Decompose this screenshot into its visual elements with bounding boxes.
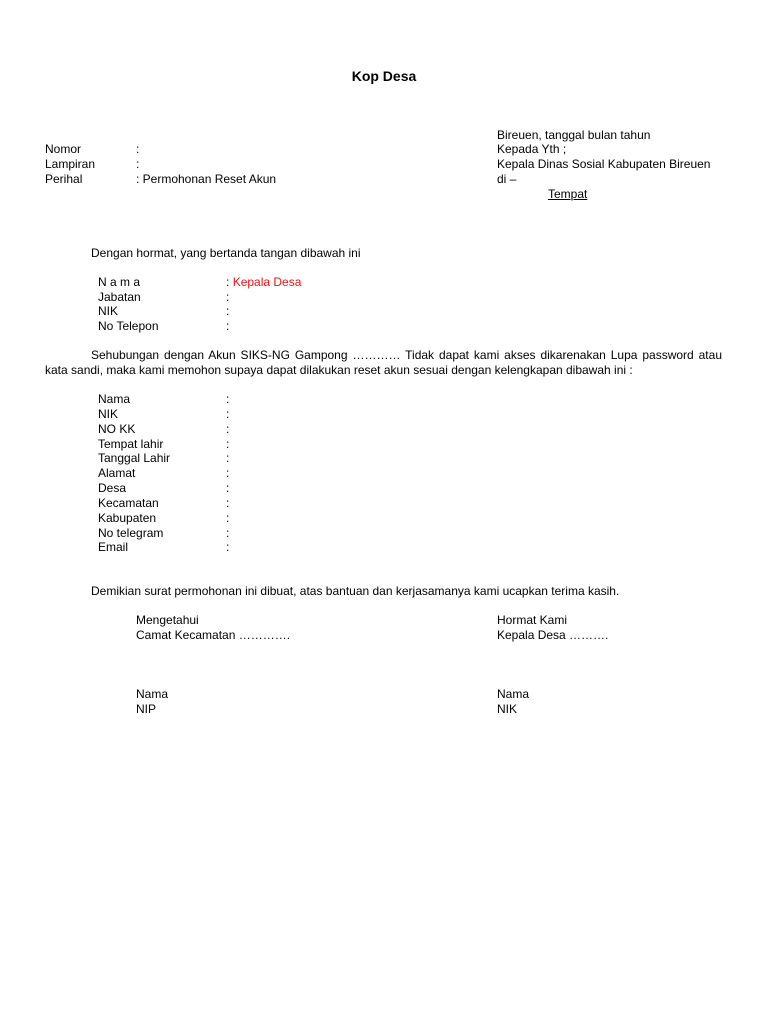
header-value: : <box>136 157 140 171</box>
detail-label: Tempat lahir <box>98 437 164 451</box>
body-text: Sehubungan dengan Akun SIKS-NG Gampong ………… Tidak dapat kami akses dikarenakan Lupa password atau kata sandi, maka kami memohon supaya dapat dilakukan reset akun sesuai dengan kelengkapan dibawah ini : <box>45 348 722 377</box>
detail-colon: : <box>226 422 230 436</box>
sign-left-name: Nama <box>136 687 169 701</box>
detail-colon: : <box>226 407 230 421</box>
detail-colon: : <box>226 392 230 406</box>
sign-left-line2: Camat Kecamatan …………. <box>136 628 291 642</box>
detail-label: NO KK <box>98 422 136 436</box>
sign-right-line1: Hormat Kami <box>497 613 568 627</box>
signer-label: NIK <box>98 304 119 318</box>
signer-label: Jabatan <box>98 290 141 304</box>
sign-left-line1: Mengetahui <box>136 613 199 627</box>
letter-title: Kop Desa <box>351 68 417 84</box>
detail-label: Alamat <box>98 466 136 480</box>
detail-colon: : <box>226 540 230 554</box>
sign-right-line2: Kepala Desa ………. <box>497 628 609 642</box>
detail-colon: : <box>226 496 230 510</box>
header-value: : Permohonan Reset Akun <box>136 172 277 186</box>
header-label: Nomor <box>45 142 82 156</box>
recipient-place: Tempat <box>548 187 588 201</box>
signer-value: Kepala Desa <box>232 275 302 289</box>
signer-label: No Telepon <box>98 319 159 333</box>
detail-label: Email <box>98 540 129 554</box>
sign-right-id: NIK <box>497 702 518 716</box>
header-value: : <box>136 142 140 156</box>
recipient-to: Kepada Yth ; <box>497 142 567 156</box>
signer-colon: : <box>226 275 230 289</box>
header-label: Perihal <box>45 172 83 186</box>
signer-colon: : <box>226 319 230 333</box>
header-label: Lampiran <box>45 157 96 171</box>
place-date: Bireuen, tanggal bulan tahun <box>497 128 651 142</box>
detail-colon: : <box>226 451 230 465</box>
detail-colon: : <box>226 481 230 495</box>
closing-text: Demikian surat permohonan ini dibuat, atas bantuan dan kerjasamanya kami ucapkan terima kasih. <box>91 584 620 598</box>
detail-label: No telegram <box>98 526 164 540</box>
detail-label: NIK <box>98 407 119 421</box>
detail-colon: : <box>226 466 230 480</box>
detail-label: Kecamatan <box>98 496 159 510</box>
detail-label: Tanggal Lahir <box>98 451 171 465</box>
signer-colon: : <box>226 290 230 304</box>
signer-label: N a m a <box>98 275 141 289</box>
detail-label: Nama <box>98 392 131 406</box>
sign-right-name: Nama <box>497 687 530 701</box>
detail-label: Desa <box>98 481 127 495</box>
recipient-at: di – <box>497 172 517 186</box>
signer-colon: : <box>226 304 230 318</box>
detail-colon: : <box>226 526 230 540</box>
sign-left-id: NIP <box>136 702 157 716</box>
detail-colon: : <box>226 437 230 451</box>
greeting: Dengan hormat, yang bertanda tangan dibawah ini <box>91 246 361 260</box>
body-paragraph <box>45 348 722 378</box>
detail-colon: : <box>226 511 230 525</box>
recipient-name: Kepala Dinas Sosial Kabupaten Bireuen <box>497 157 711 171</box>
detail-label: Kabupaten <box>98 511 157 525</box>
